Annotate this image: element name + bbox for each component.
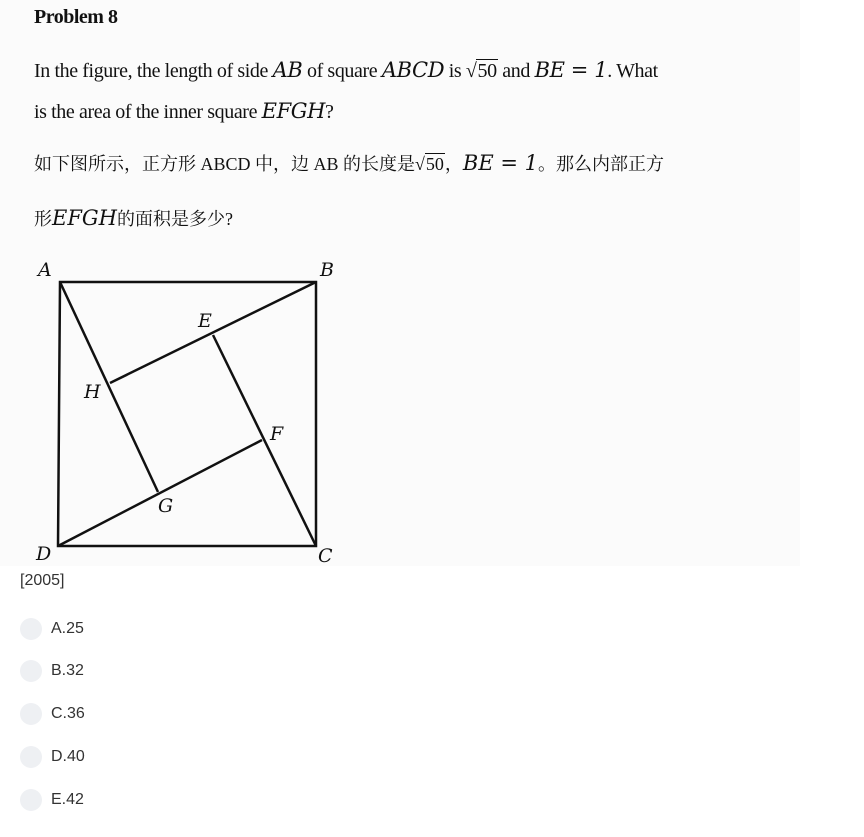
problem-text-en-line1: In the figure, the length of side AB of square ABCD is √50 and BE = 1. What [34,58,658,82]
label-a: A [38,259,52,281]
radio-button[interactable] [20,703,42,725]
label-g: G [158,495,174,517]
option-label: D.40 [51,748,85,765]
label-e: E [198,310,212,332]
radio-button[interactable] [20,746,42,768]
option-label: B.32 [51,662,84,679]
option-label: E.42 [51,791,84,808]
option-a[interactable] [20,618,84,640]
line-d-f [58,440,262,546]
outer-square [58,282,316,546]
problem-text-cn-line2: 形EFGH的面积是多少? [34,206,233,230]
label-c: C [318,545,333,567]
option-b[interactable] [20,660,84,682]
label-h: H [84,381,101,403]
radio-button[interactable] [20,789,42,811]
line-b-h [110,282,316,383]
label-f: F [270,423,284,445]
line-a-g [60,282,158,492]
year-tag: [2005] [20,572,65,589]
radio-button[interactable] [20,660,42,682]
label-b: B [320,259,334,281]
line-c-e [213,335,316,546]
label-d: D [36,543,52,565]
problem-text-cn-line1: 如下图所示，正方形 ABCD 中，边 AB 的长度是√50，BE = 1。那么内部正方 [34,151,664,175]
problem-title: Problem 8 [34,6,118,28]
radio-button[interactable] [20,618,42,640]
option-c[interactable] [20,703,85,725]
option-d[interactable] [20,746,85,768]
option-e[interactable] [20,789,84,811]
problem-text-en-line2: is the area of the inner square EFGH? [34,99,334,123]
option-label: A.25 [51,620,84,637]
option-label: C.36 [51,705,85,722]
